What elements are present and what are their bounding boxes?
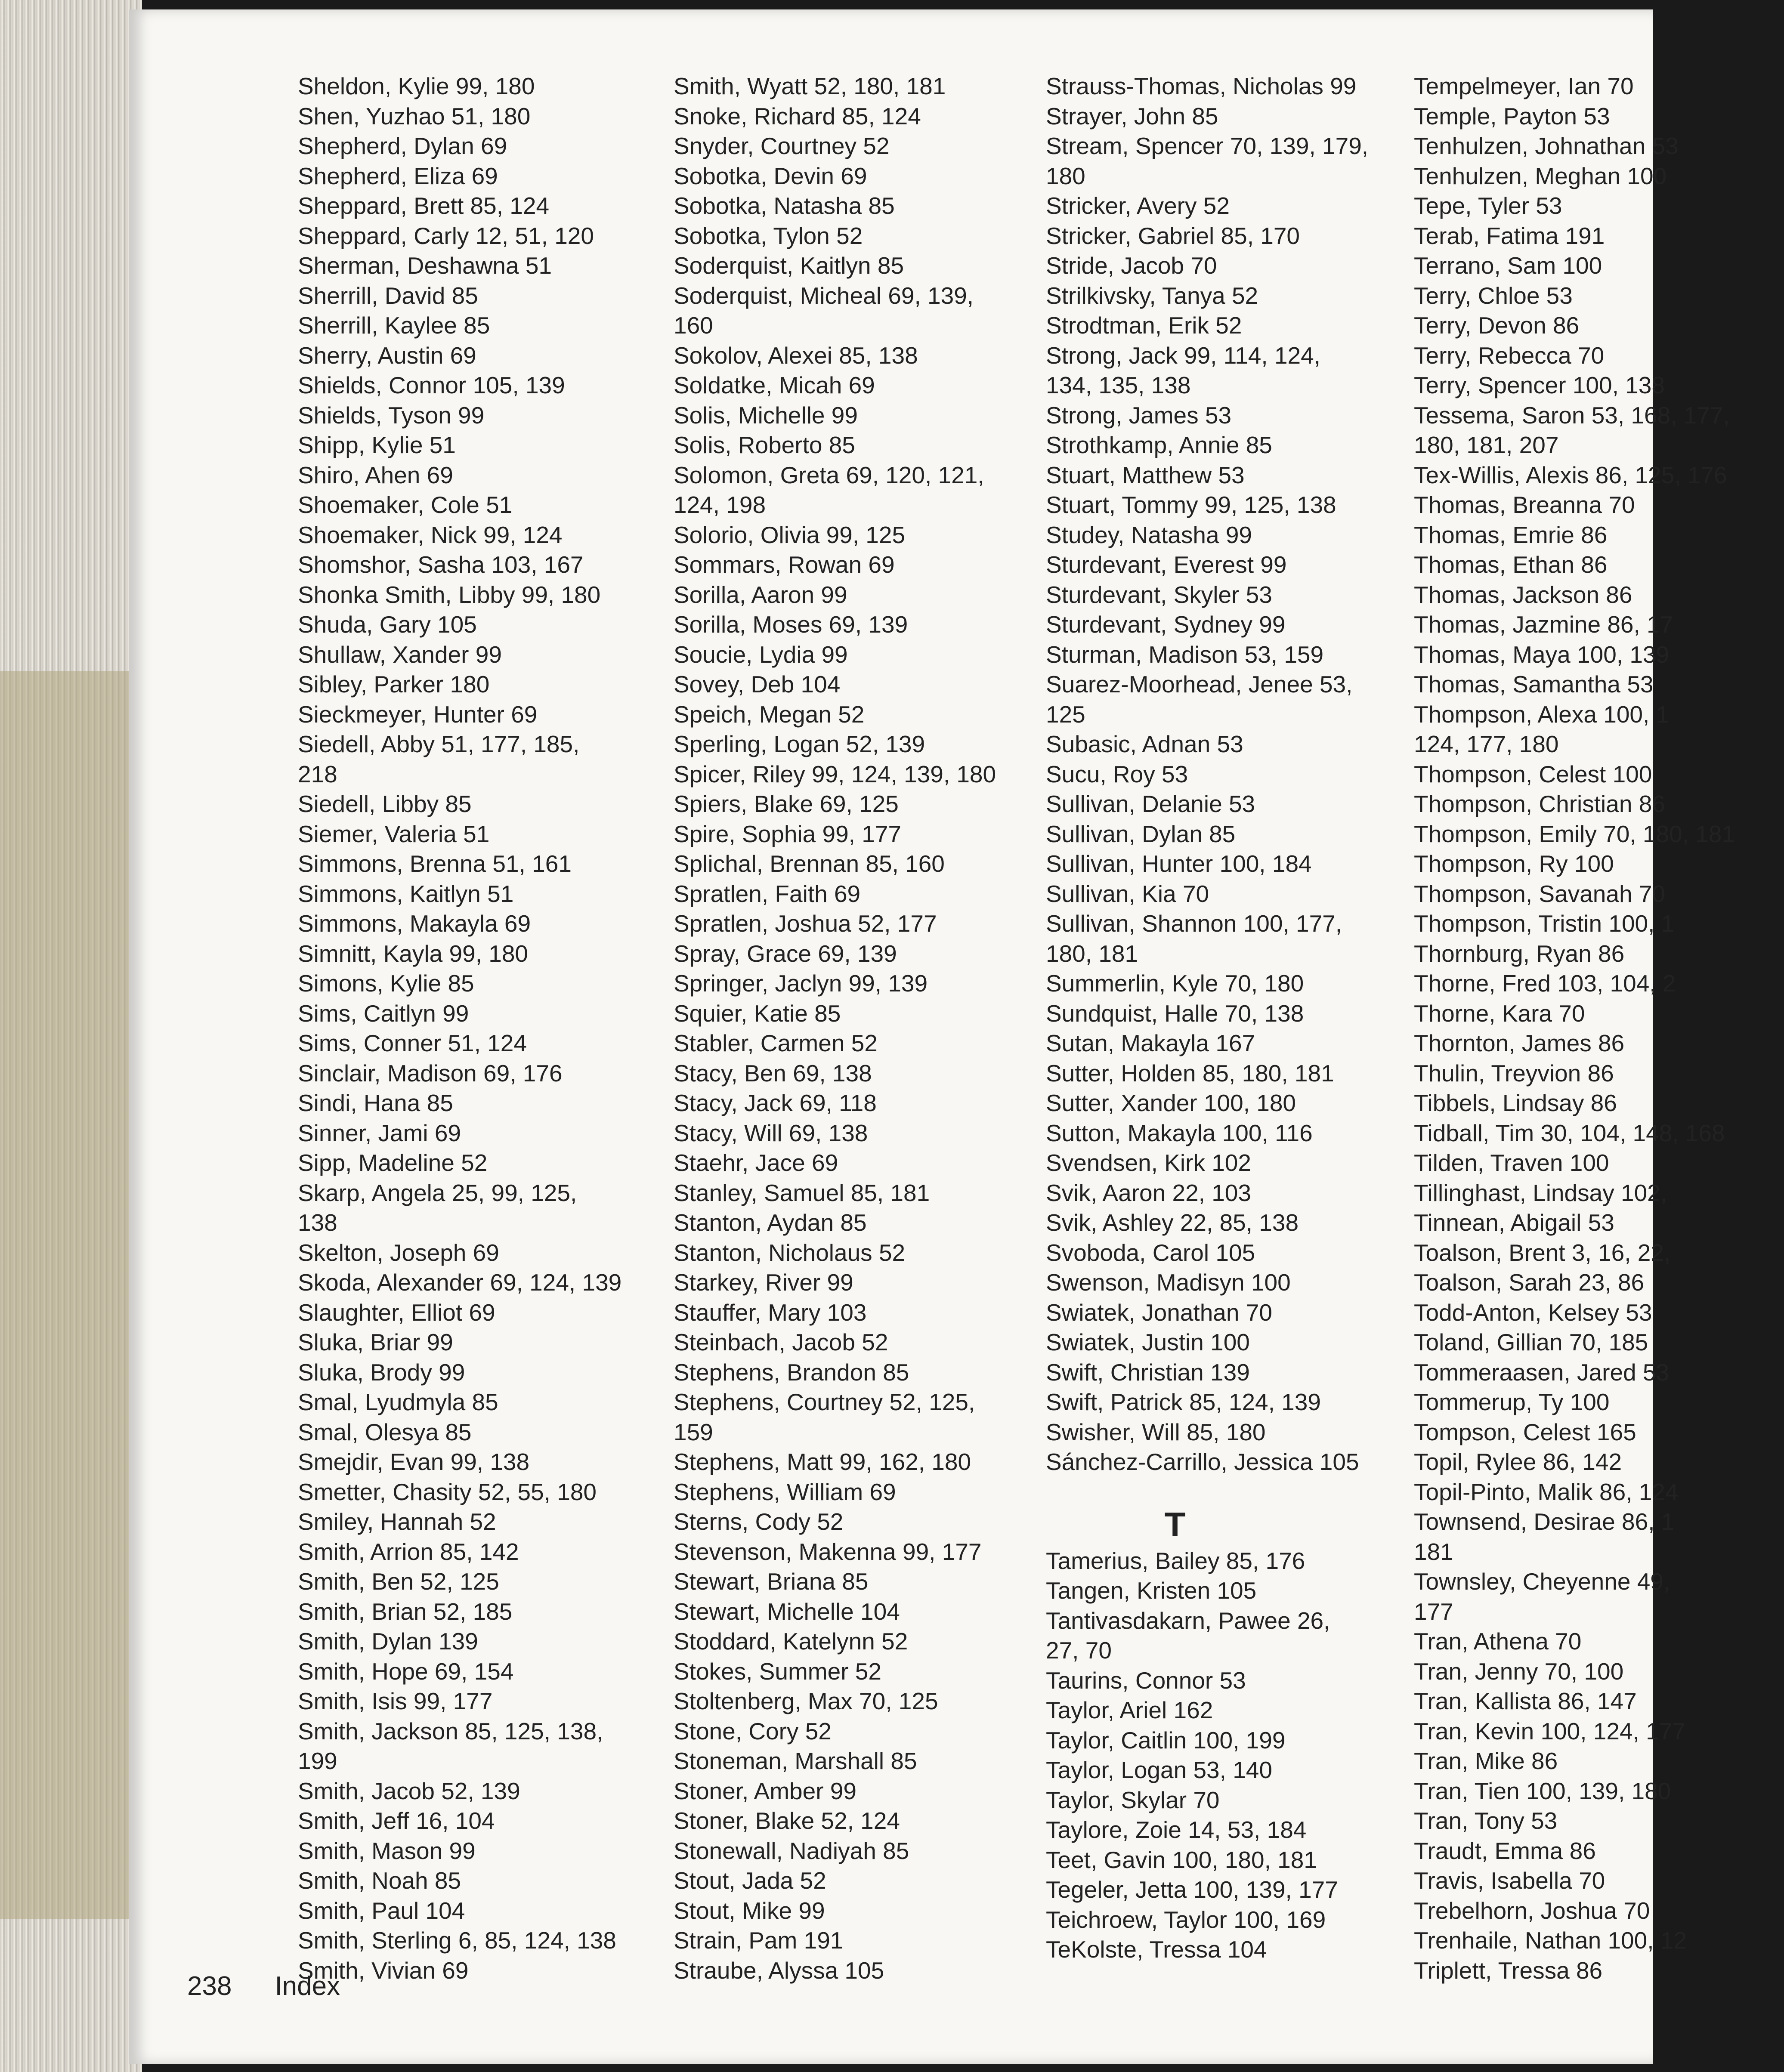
index-entry: Siedell, Libby 85 xyxy=(298,791,472,817)
index-entry: Skoda, Alexander 69, 124, 139 xyxy=(298,1269,622,1296)
index-column-1 xyxy=(298,71,668,1986)
index-entry: Svoboda, Carol 105 xyxy=(1046,1239,1255,1266)
index-entry: Strauss-Thomas, Nicholas 99 xyxy=(1046,73,1357,99)
index-entry: Stoneman, Marshall 85 xyxy=(674,1748,917,1774)
index-entry: Skarp, Angela 25, 99, 125, xyxy=(298,1179,577,1206)
index-entry: Soderquist, Micheal 69, 139, xyxy=(674,282,974,309)
index-entry: Thulin, Treyvion 86 xyxy=(1414,1059,1614,1087)
index-entry: Taylor, Caitlin 100, 199 xyxy=(1046,1726,1286,1754)
index-entry: Shields, Tyson 99 xyxy=(298,401,485,429)
index-entry: Solis, Michelle 99 xyxy=(674,401,858,429)
index-entry: Sipp, Madeline 52 xyxy=(298,1149,488,1176)
index-entry: Sutter, Xander 100, 180 xyxy=(1046,1090,1296,1116)
index-entry: Svendsen, Kirk 102 xyxy=(1046,1149,1251,1176)
index-entry: Sobotka, Tylon 52 xyxy=(674,222,863,249)
index-entry: Shoemaker, Cole 51 xyxy=(298,491,513,518)
index-column-4 xyxy=(1414,71,1784,1986)
index-entry: Shen, Yuzhao 51, 180 xyxy=(298,102,531,130)
index-entry: Tepe, Tyler 53 xyxy=(1414,192,1562,219)
index-entry: 124, 177, 180 xyxy=(1414,731,1559,757)
index-entry: 199 xyxy=(298,1748,337,1774)
index-entry: Spiers, Blake 69, 125 xyxy=(674,791,899,817)
index-entry: Simons, Kylie 85 xyxy=(298,970,474,997)
index-entry: Stonewall, Nadiyah 85 xyxy=(674,1837,909,1864)
book-page-stack-tint xyxy=(0,671,142,1919)
index-entry: Taurins, Connor 53 xyxy=(1046,1667,1246,1694)
index-page xyxy=(129,9,1735,2064)
index-entry: Sindi, Hana 85 xyxy=(298,1090,453,1116)
index-entry: Todd-Anton, Kelsey 53 xyxy=(1414,1299,1652,1326)
index-entry: Stevenson, Makenna 99, 177 xyxy=(674,1538,982,1565)
index-entry: Stuart, Matthew 53 xyxy=(1046,461,1245,488)
index-entry: Sturdevant, Sydney 99 xyxy=(1046,611,1286,638)
index-entry: Tompson, Celest 165 xyxy=(1414,1418,1636,1445)
index-entry: Sperling, Logan 52, 139 xyxy=(674,731,925,757)
index-entry: Tenhulzen, Johnathan 53 xyxy=(1414,133,1679,159)
index-entry: Smith, Jacob 52, 139 xyxy=(298,1777,520,1804)
index-entry: Strong, Jack 99, 114, 124, xyxy=(1046,342,1321,369)
index-entry: Tex-Willis, Alexis 86, 125, 176 xyxy=(1414,461,1727,488)
index-entry: Sutter, Holden 85, 180, 181 xyxy=(1046,1059,1334,1087)
index-entry: Shonka Smith, Libby 99, 180 xyxy=(298,581,601,608)
index-entry: Simmons, Kaitlyn 51 xyxy=(298,880,514,907)
index-entry: Thornton, James 86 xyxy=(1414,1030,1625,1056)
index-entry: Soucie, Lydia 99 xyxy=(674,641,848,668)
index-entry: Trebelhorn, Joshua 70 xyxy=(1414,1897,1650,1924)
index-entry: Strayer, John 85 xyxy=(1046,102,1218,130)
index-entry: 177 xyxy=(1414,1598,1453,1625)
index-entry: Swiatek, Justin 100 xyxy=(1046,1329,1250,1356)
index-entry: Thomas, Samantha 53 xyxy=(1414,671,1654,698)
index-entry: Stout, Mike 99 xyxy=(674,1897,825,1924)
index-entry: Swisher, Will 85, 180 xyxy=(1046,1418,1266,1445)
index-entry: Tilden, Traven 100 xyxy=(1414,1149,1609,1176)
index-entry: Taylor, Ariel 162 xyxy=(1046,1697,1213,1723)
index-entry: Sibley, Parker 180 xyxy=(298,671,490,698)
index-entry: Thompson, Christian 86 xyxy=(1414,791,1665,817)
index-entry: Sucu, Roy 53 xyxy=(1046,760,1188,787)
index-entry: Tantivasdakarn, Pawee 26, xyxy=(1046,1607,1330,1634)
index-entry: Swift, Christian 139 xyxy=(1046,1359,1250,1386)
index-entry: Speich, Megan 52 xyxy=(674,701,865,728)
index-entry: Tran, Kevin 100, 124, 177 xyxy=(1414,1717,1685,1745)
index-entry: Siemer, Valeria 51 xyxy=(298,820,490,847)
index-entry: Terry, Rebecca 70 xyxy=(1414,342,1605,369)
index-entry: Stephens, Brandon 85 xyxy=(674,1359,909,1386)
index-entry: Tran, Mike 86 xyxy=(1414,1748,1558,1774)
index-entry: Smith, Dylan 139 xyxy=(298,1628,478,1655)
index-entry: Thomas, Emrie 86 xyxy=(1414,521,1608,548)
index-entry: Solis, Roberto 85 xyxy=(674,432,855,458)
index-entry: Shullaw, Xander 99 xyxy=(298,641,502,668)
index-column-2 xyxy=(674,71,1044,1986)
index-entry: Townsend, Desirae 86, 1 xyxy=(1414,1508,1675,1535)
index-entry: Squier, Katie 85 xyxy=(674,1000,841,1027)
index-entry: Smetter, Chasity 52, 55, 180 xyxy=(298,1478,597,1505)
index-entry: Tessema, Saron 53, 168, 177, xyxy=(1414,401,1730,429)
index-entry: Teichroew, Taylor 100, 169 xyxy=(1046,1906,1326,1933)
index-entry: Terry, Chloe 53 xyxy=(1414,282,1573,309)
index-entry: Tommeraasen, Jared 53 xyxy=(1414,1359,1670,1386)
index-entry: Travis, Isabella 70 xyxy=(1414,1867,1605,1894)
index-entry: Simmons, Brenna 51, 161 xyxy=(298,850,572,877)
index-entry: Subasic, Adnan 53 xyxy=(1046,731,1243,757)
index-entry: Spray, Grace 69, 139 xyxy=(674,940,897,967)
index-entry: Thomas, Ethan 86 xyxy=(1414,551,1608,578)
index-entry: Stoner, Amber 99 xyxy=(674,1777,856,1804)
index-entry: Strodtman, Erik 52 xyxy=(1046,312,1242,339)
index-entry: 159 xyxy=(674,1418,713,1445)
section-letter-heading: T xyxy=(1164,1505,1186,1544)
index-entry: Tidball, Tim 30, 104, 148, 168 xyxy=(1414,1119,1725,1146)
index-entry: Sundquist, Halle 70, 138 xyxy=(1046,1000,1304,1027)
index-entry: Sherrill, David 85 xyxy=(298,282,478,309)
index-entry: Stokes, Summer 52 xyxy=(674,1658,881,1685)
index-entry: Smith, Sterling 6, 85, 124, 138 xyxy=(298,1927,616,1954)
index-entry: Stacy, Ben 69, 138 xyxy=(674,1059,872,1087)
index-entry: Sterns, Cody 52 xyxy=(674,1508,844,1535)
index-entry: Sullivan, Dylan 85 xyxy=(1046,820,1236,847)
index-entry: Temple, Payton 53 xyxy=(1414,102,1610,130)
index-entry: Spicer, Riley 99, 124, 139, 180 xyxy=(674,760,996,787)
index-entry: Simnitt, Kayla 99, 180 xyxy=(298,940,529,967)
index-entry: Sturdevant, Everest 99 xyxy=(1046,551,1287,578)
index-entry: Sullivan, Hunter 100, 184 xyxy=(1046,850,1312,877)
index-entry: Sinner, Jami 69 xyxy=(298,1119,461,1146)
index-entry: Sullivan, Delanie 53 xyxy=(1046,791,1255,817)
index-entry: 125 xyxy=(1046,701,1085,728)
page-number: 238 xyxy=(187,1971,232,2001)
index-entry: Swenson, Madisyn 100 xyxy=(1046,1269,1291,1296)
index-entry: Smith, Paul 104 xyxy=(298,1897,465,1924)
index-entry: Smith, Noah 85 xyxy=(298,1867,461,1894)
index-entry: Tran, Jenny 70, 100 xyxy=(1414,1658,1624,1685)
index-entry: Sluka, Briar 99 xyxy=(298,1329,453,1356)
index-entry: Smith, Ben 52, 125 xyxy=(298,1568,499,1595)
index-entry: Thomas, Jazmine 86, 17 xyxy=(1414,611,1673,638)
index-entry: Sullivan, Shannon 100, 177, xyxy=(1046,910,1342,937)
index-entry: 181 xyxy=(1414,1538,1453,1565)
index-entry: Staehr, Jace 69 xyxy=(674,1149,838,1176)
index-entry: 180, 181, 207 xyxy=(1414,432,1559,458)
index-entry: Terry, Spencer 100, 138 xyxy=(1414,372,1665,398)
index-entry: Sieckmeyer, Hunter 69 xyxy=(298,701,538,728)
index-entry: 27, 70 xyxy=(1046,1637,1112,1664)
index-entry: Trenhaile, Nathan 100, 12 xyxy=(1414,1927,1687,1954)
index-entry: Solorio, Olivia 99, 125 xyxy=(674,521,906,548)
index-entry: Stone, Cory 52 xyxy=(674,1717,832,1745)
index-entry: Thompson, Emily 70, 180, 181 xyxy=(1414,820,1735,847)
index-entry: Thompson, Ry 100 xyxy=(1414,850,1614,877)
index-entry: Strain, Pam 191 xyxy=(674,1927,844,1954)
index-entry: Stanley, Samuel 85, 181 xyxy=(674,1179,930,1206)
page-footer xyxy=(187,1971,340,2001)
index-entry: Stephens, Matt 99, 162, 180 xyxy=(674,1448,971,1475)
index-entry: 180, 181 xyxy=(1046,940,1138,967)
index-entry: 138 xyxy=(298,1209,337,1236)
index-entry: Thomas, Maya 100, 139 xyxy=(1414,641,1670,668)
index-entry: Stacy, Will 69, 138 xyxy=(674,1119,868,1146)
index-entry: Tenhulzen, Meghan 100 xyxy=(1414,162,1667,189)
index-entry: Smal, Olesya 85 xyxy=(298,1418,472,1445)
index-entry: Suarez-Moorhead, Jenee 53, xyxy=(1046,671,1353,698)
index-entry: Sánchez-Carrillo, Jessica 105 xyxy=(1046,1448,1359,1475)
index-entry: 124, 198 xyxy=(674,491,766,518)
index-entry: Tegeler, Jetta 100, 139, 177 xyxy=(1046,1876,1338,1903)
index-entry: Terab, Fatima 191 xyxy=(1414,222,1605,249)
index-entry: Stout, Jada 52 xyxy=(674,1867,826,1894)
index-entry: Smith, Brian 52, 185 xyxy=(298,1598,513,1625)
index-entry: Shipp, Kylie 51 xyxy=(298,432,456,458)
index-entry: Soldatke, Micah 69 xyxy=(674,372,875,398)
index-entry: Stephens, William 69 xyxy=(674,1478,896,1505)
index-entry: Spratlen, Faith 69 xyxy=(674,880,861,907)
index-entry: Splichal, Brennan 85, 160 xyxy=(674,850,945,877)
index-entry: Sheppard, Brett 85, 124 xyxy=(298,192,550,219)
index-entry: Smejdir, Evan 99, 138 xyxy=(298,1448,530,1475)
index-entry: Swiatek, Jonathan 70 xyxy=(1046,1299,1272,1326)
index-column-3 xyxy=(1046,71,1416,1965)
index-entry: Thorne, Kara 70 xyxy=(1414,1000,1585,1027)
index-entry: 134, 135, 138 xyxy=(1046,372,1191,398)
index-entry: Stoltenberg, Max 70, 125 xyxy=(674,1688,938,1714)
index-entry: Triplett, Tressa 86 xyxy=(1414,1957,1603,1984)
index-entry: Stacy, Jack 69, 118 xyxy=(674,1090,877,1116)
index-entry: Stanton, Aydan 85 xyxy=(674,1209,867,1236)
index-entry: Slaughter, Elliot 69 xyxy=(298,1299,495,1326)
index-entry: Simmons, Makayla 69 xyxy=(298,910,531,937)
index-entry: Solomon, Greta 69, 120, 121, xyxy=(674,461,984,488)
index-entry: Smith, Mason 99 xyxy=(298,1837,476,1864)
index-entry: Soderquist, Kaitlyn 85 xyxy=(674,252,904,279)
index-entry: Sturdevant, Skyler 53 xyxy=(1046,581,1272,608)
index-entry: Sluka, Brody 99 xyxy=(298,1359,465,1386)
index-entry: Sheldon, Kylie 99, 180 xyxy=(298,73,535,99)
index-entry: Sims, Caitlyn 99 xyxy=(298,1000,469,1027)
index-entry: Summerlin, Kyle 70, 180 xyxy=(1046,970,1304,997)
index-entry: Stride, Jacob 70 xyxy=(1046,252,1217,279)
index-entry: Tran, Tien 100, 139, 180 xyxy=(1414,1777,1671,1804)
index-entry: Shepherd, Dylan 69 xyxy=(298,133,507,159)
index-entry: Sutton, Makayla 100, 116 xyxy=(1046,1119,1313,1146)
index-entry: Stewart, Briana 85 xyxy=(674,1568,869,1595)
index-entry: Svik, Aaron 22, 103 xyxy=(1046,1179,1251,1206)
index-entry: Sherman, Deshawna 51 xyxy=(298,252,552,279)
index-entry: Stuart, Tommy 99, 125, 138 xyxy=(1046,491,1336,518)
index-entry: Stanton, Nicholaus 52 xyxy=(674,1239,906,1266)
index-entry: Smal, Lyudmyla 85 xyxy=(298,1389,498,1415)
index-entry: Townsley, Cheyenne 49, xyxy=(1414,1568,1670,1595)
index-entry: Spratlen, Joshua 52, 177 xyxy=(674,910,937,937)
index-entry: Smith, Arrion 85, 142 xyxy=(298,1538,519,1565)
index-entry: Steinbach, Jacob 52 xyxy=(674,1329,888,1356)
index-entry: Sobotka, Devin 69 xyxy=(674,162,867,189)
index-entry: Taylore, Zoie 14, 53, 184 xyxy=(1046,1816,1307,1843)
index-entry: Tran, Athena 70 xyxy=(1414,1628,1582,1655)
index-entry: Tibbels, Lindsay 86 xyxy=(1414,1090,1617,1116)
index-entry: 180 xyxy=(1046,162,1085,189)
index-entry: Shuda, Gary 105 xyxy=(298,611,477,638)
index-entry: Tinnean, Abigail 53 xyxy=(1414,1209,1614,1236)
index-entry: Sovey, Deb 104 xyxy=(674,671,841,698)
index-entry: Swift, Patrick 85, 124, 139 xyxy=(1046,1389,1321,1415)
index-entry: Thomas, Breanna 70 xyxy=(1414,491,1635,518)
index-entry: Thomas, Jackson 86 xyxy=(1414,581,1632,608)
index-column-3-t-entries xyxy=(1046,1546,1416,1965)
index-entry: Sherrill, Kaylee 85 xyxy=(298,312,490,339)
index-entry: Strong, James 53 xyxy=(1046,401,1232,429)
index-entry: Smith, Vivian 69 xyxy=(298,1957,469,1984)
index-entry: Sommars, Rowan 69 xyxy=(674,551,895,578)
index-entry: Sokolov, Alexei 85, 138 xyxy=(674,342,918,369)
index-entry: TeKolste, Tressa 104 xyxy=(1046,1936,1267,1963)
index-entry: Tamerius, Bailey 85, 176 xyxy=(1046,1547,1305,1574)
index-entry: Sullivan, Kia 70 xyxy=(1046,880,1209,907)
index-entry: Strothkamp, Annie 85 xyxy=(1046,432,1272,458)
index-entry: Sherry, Austin 69 xyxy=(298,342,476,369)
index-entry: Thompson, Celest 100 xyxy=(1414,760,1652,787)
index-entry: Siedell, Abby 51, 177, 185, xyxy=(298,731,580,757)
index-entry: 218 xyxy=(298,760,337,787)
index-entry: Tran, Kallista 86, 147 xyxy=(1414,1688,1637,1714)
index-entry: Toalson, Brent 3, 16, 22, xyxy=(1414,1239,1671,1266)
index-entry: Topil, Rylee 86, 142 xyxy=(1414,1448,1622,1475)
index-entry: Studey, Natasha 99 xyxy=(1046,521,1252,548)
index-entry: Taylor, Logan 53, 140 xyxy=(1046,1757,1272,1783)
index-entry: Traudt, Emma 86 xyxy=(1414,1837,1596,1864)
index-entry: Thompson, Alexa 100, 1 xyxy=(1414,701,1670,728)
index-entry: Sinclair, Madison 69, 176 xyxy=(298,1059,563,1087)
index-entry: Stewart, Michelle 104 xyxy=(674,1598,900,1625)
index-entry: Sobotka, Natasha 85 xyxy=(674,192,895,219)
index-entry: Thornburg, Ryan 86 xyxy=(1414,940,1625,967)
index-entry: Sorilla, Aaron 99 xyxy=(674,581,847,608)
index-entry: Snyder, Courtney 52 xyxy=(674,133,890,159)
index-entry: Sturman, Madison 53, 159 xyxy=(1046,641,1324,668)
index-entry: Stoner, Blake 52, 124 xyxy=(674,1807,900,1834)
index-entry: Smith, Hope 69, 154 xyxy=(298,1658,514,1685)
section-name: Index xyxy=(275,1971,340,2001)
index-entry: Taylor, Skylar 70 xyxy=(1046,1786,1220,1813)
index-entry: Terrano, Sam 100 xyxy=(1414,252,1602,279)
index-entry: Shoemaker, Nick 99, 124 xyxy=(298,521,563,548)
index-entry: Snoke, Richard 85, 124 xyxy=(674,102,921,130)
index-entry: Tempelmeyer, Ian 70 xyxy=(1414,73,1634,99)
index-entry: 160 xyxy=(674,312,713,339)
index-entry: Smiley, Hannah 52 xyxy=(298,1508,496,1535)
index-entry: Skelton, Joseph 69 xyxy=(298,1239,499,1266)
index-entry: Teet, Gavin 100, 180, 181 xyxy=(1046,1846,1317,1873)
index-entry: Spire, Sophia 99, 177 xyxy=(674,820,901,847)
index-entry: Terry, Devon 86 xyxy=(1414,312,1580,339)
index-entry: Toland, Gillian 70, 185 xyxy=(1414,1329,1648,1356)
index-entry: Shomshor, Sasha 103, 167 xyxy=(298,551,584,578)
index-entry: Thompson, Savanah 70 xyxy=(1414,880,1665,907)
index-entry: Stricker, Avery 52 xyxy=(1046,192,1230,219)
index-entry: Sorilla, Moses 69, 139 xyxy=(674,611,908,638)
index-entry: Stephens, Courtney 52, 125, xyxy=(674,1389,975,1415)
index-entry: Tillinghast, Lindsay 102, xyxy=(1414,1179,1667,1206)
index-entry: Thorne, Fred 103, 104, 2 xyxy=(1414,970,1676,997)
index-entry: Shiro, Ahen 69 xyxy=(298,461,453,488)
index-entry: Sims, Conner 51, 124 xyxy=(298,1030,527,1056)
index-entry: Toalson, Sarah 23, 86 xyxy=(1414,1269,1645,1296)
index-entry: Tangen, Kristen 105 xyxy=(1046,1577,1257,1604)
index-entry: Tran, Tony 53 xyxy=(1414,1807,1558,1834)
index-entry: Shields, Connor 105, 139 xyxy=(298,372,565,398)
index-column-3-s-entries xyxy=(1046,71,1416,1477)
index-entry: Sheppard, Carly 12, 51, 120 xyxy=(298,222,594,249)
index-entry: Smith, Jackson 85, 125, 138, xyxy=(298,1717,603,1745)
index-entry: Springer, Jaclyn 99, 139 xyxy=(674,970,928,997)
index-entry: Topil-Pinto, Malik 86, 124 xyxy=(1414,1478,1679,1505)
index-entry: Straube, Alyssa 105 xyxy=(674,1957,884,1984)
index-entry: Stauffer, Mary 103 xyxy=(674,1299,867,1326)
index-entry: Starkey, River 99 xyxy=(674,1269,853,1296)
index-entry: Thompson, Tristin 100, 1 xyxy=(1414,910,1675,937)
index-entry: Strilkivsky, Tanya 52 xyxy=(1046,282,1258,309)
index-entry: Stabler, Carmen 52 xyxy=(674,1030,878,1056)
index-entry: Smith, Jeff 16, 104 xyxy=(298,1807,495,1834)
index-entry: Shepherd, Eliza 69 xyxy=(298,162,498,189)
index-entry: Stream, Spencer 70, 139, 179, xyxy=(1046,133,1369,159)
index-entry: Smith, Wyatt 52, 180, 181 xyxy=(674,73,946,99)
index-entry: Stoddard, Katelynn 52 xyxy=(674,1628,908,1655)
index-entry: Sutan, Makayla 167 xyxy=(1046,1030,1255,1056)
index-entry: Stricker, Gabriel 85, 170 xyxy=(1046,222,1300,249)
index-entry: Smith, Isis 99, 177 xyxy=(298,1688,493,1714)
index-entry: Svik, Ashley 22, 85, 138 xyxy=(1046,1209,1299,1236)
index-entry: Tommerup, Ty 100 xyxy=(1414,1389,1610,1415)
